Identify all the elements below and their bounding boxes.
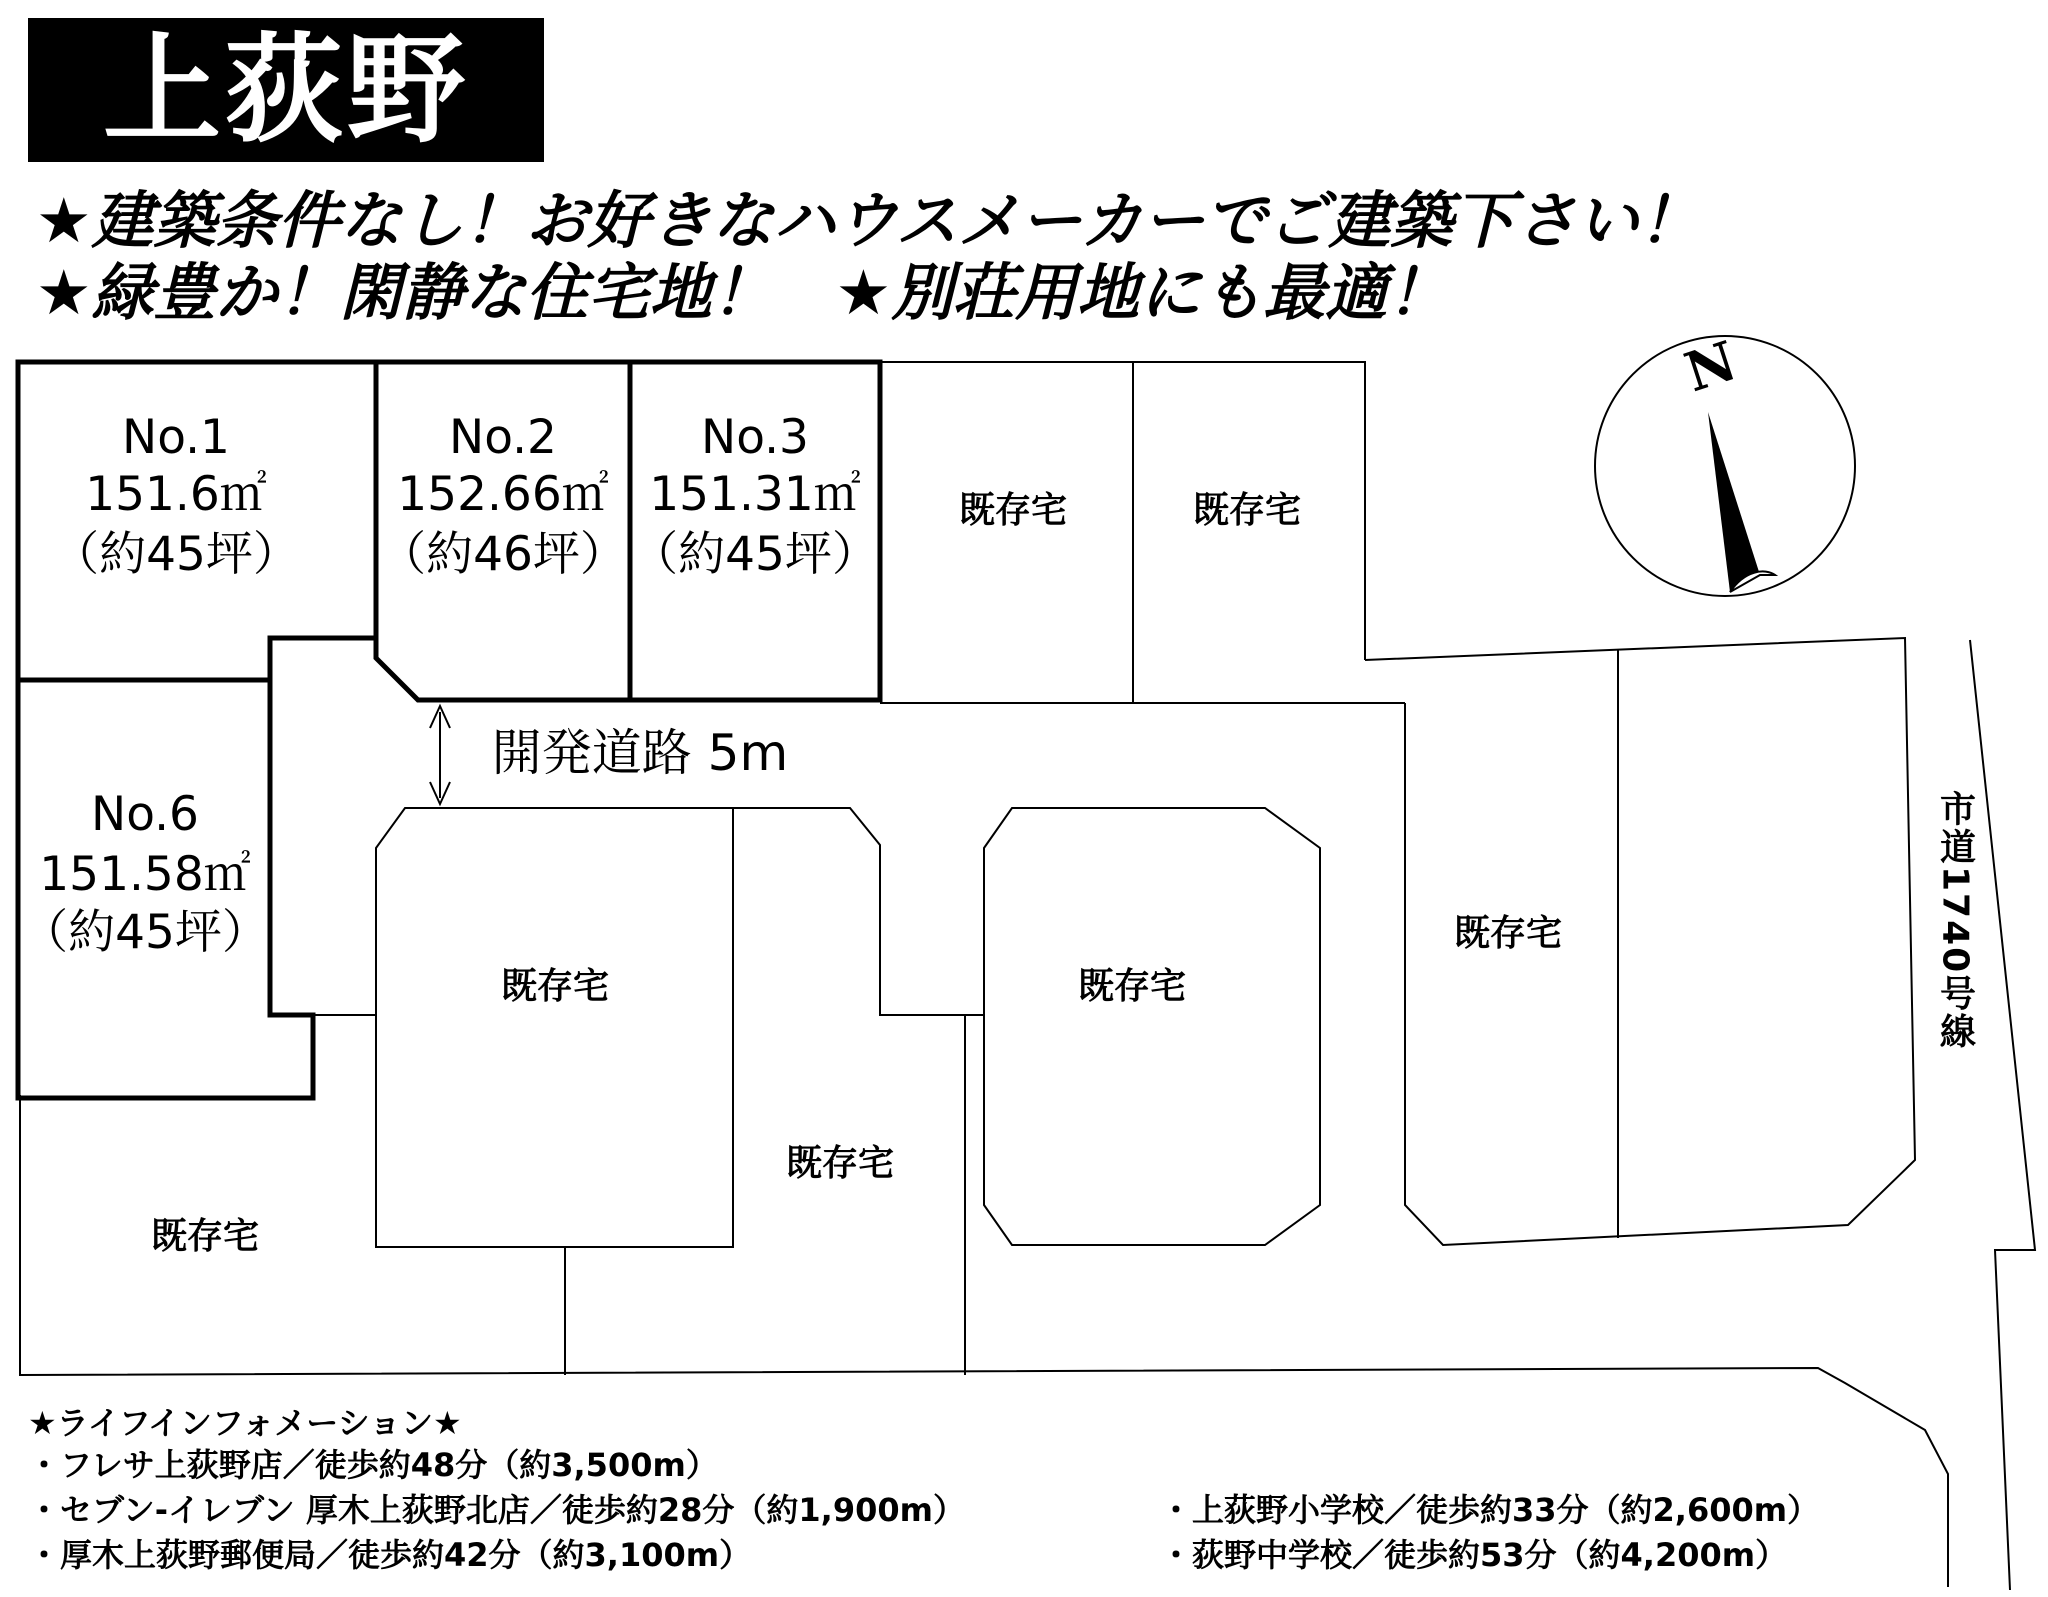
life-info-item: ・上荻野小学校／徒歩約33分（約2,600m） [1160,1491,1820,1529]
life-info-item: ・荻野中学校／徒歩約53分（約4,200m） [1160,1536,1788,1574]
city-road-edge [1970,640,2035,1590]
north-compass [1595,328,1855,596]
lot-no6-number: No.6 [91,787,199,842]
parcel-house-center-west [376,808,733,1247]
existing-house-label: 既存宅 [958,490,1068,531]
lot-no2-number: No.2 [449,410,557,465]
life-info-item: ・厚木上荻野郵便局／徒歩約42分（約3,100m） [28,1536,752,1574]
parcel-east-block [1365,638,1915,1245]
headline-2: ★緑豊か！閑静な住宅地！ ★別荘用地にも最適！ [36,256,1450,329]
lot-no1-area: 151.6㎡ [85,467,267,522]
lot-no6-tsubo: （約45坪） [21,905,269,960]
existing-house-label: 既存宅 [500,966,610,1007]
lot-no1-number: No.1 [122,410,230,465]
city-road-label: 市道1740号線 [1934,790,1976,1051]
lot-no2-area: 152.66㎡ [397,467,609,522]
lot-no2-tsubo: （約46坪） [379,527,627,582]
existing-house-label: 既存宅 [150,1216,260,1257]
existing-house-label: 既存宅 [1077,966,1187,1007]
existing-house-label: 既存宅 [785,1143,895,1184]
existing-house-label: 既存宅 [1453,913,1563,954]
headline-1: ★建築条件なし！お好きなハウスメーカーでご建築下さい！ [36,184,1701,257]
life-info-header: ★ライフインフォメーション★ [28,1404,462,1442]
development-road-label: 開発道路 5m [491,724,789,782]
road-width-arrow [430,706,450,804]
lot-no6-area: 151.58㎡ [39,847,251,902]
life-info-item: ・セブン-イレブン 厚木上荻野北店／徒歩約28分（約1,900m） [28,1491,965,1529]
lot-no3-number: No.3 [701,410,809,465]
page-title: 上荻野 [102,21,469,159]
life-info-item: ・フレサ上荻野店／徒歩約48分（約3,500m） [28,1446,718,1484]
lot-no3-tsubo: （約45坪） [631,527,879,582]
existing-house-label: 既存宅 [1192,490,1302,531]
parcel-house-center-east [984,808,1320,1245]
compass-north-label: N [1677,328,1744,405]
lot-no1-tsubo: （約45坪） [52,527,300,582]
parcel-house-center [733,808,965,1375]
lot-no3-area: 151.31㎡ [649,467,861,522]
